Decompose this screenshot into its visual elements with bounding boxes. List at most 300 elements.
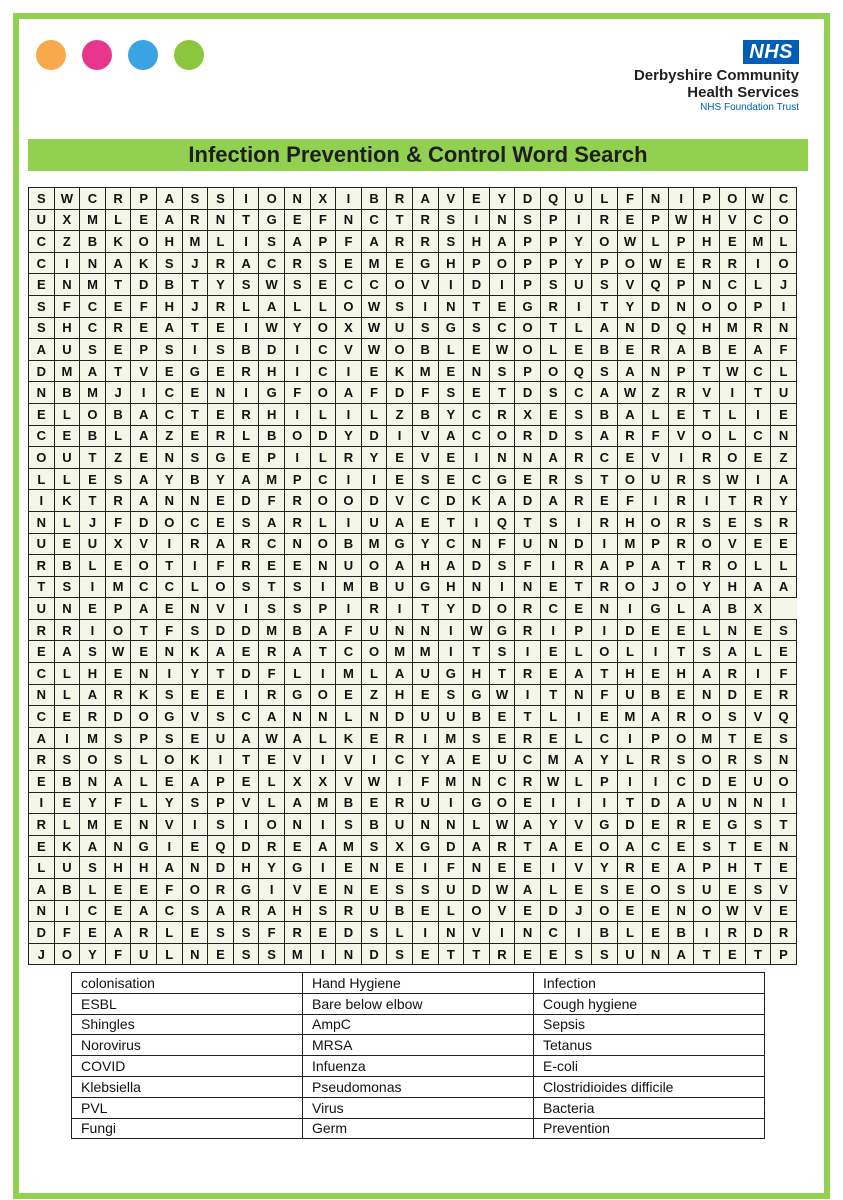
grid-cell[interactable]: E	[412, 943, 438, 965]
grid-cell[interactable]: R	[771, 511, 797, 533]
grid-cell[interactable]: L	[745, 641, 771, 663]
grid-cell[interactable]: I	[720, 382, 746, 404]
grid-cell[interactable]: A	[438, 425, 464, 447]
grid-cell[interactable]: R	[336, 447, 362, 469]
grid-cell[interactable]: N	[566, 684, 592, 706]
grid-cell[interactable]: E	[105, 814, 131, 836]
grid-cell[interactable]: S	[233, 576, 259, 598]
grid-cell[interactable]: A	[54, 641, 80, 663]
grid-cell[interactable]: A	[29, 339, 55, 361]
grid-cell[interactable]: P	[643, 533, 669, 555]
grid-cell[interactable]: A	[80, 684, 106, 706]
grid-cell[interactable]: O	[617, 468, 643, 490]
grid-cell[interactable]: B	[336, 792, 362, 814]
grid-cell[interactable]: C	[156, 403, 182, 425]
grid-cell[interactable]: R	[233, 533, 259, 555]
grid-cell[interactable]: S	[182, 188, 208, 210]
grid-cell[interactable]: C	[489, 317, 515, 339]
grid-cell[interactable]: N	[540, 533, 566, 555]
grid-cell[interactable]: P	[540, 231, 566, 253]
grid-cell[interactable]: V	[438, 188, 464, 210]
grid-cell[interactable]: E	[284, 555, 310, 577]
grid-cell[interactable]: L	[310, 403, 336, 425]
grid-cell[interactable]: D	[233, 619, 259, 641]
grid-cell[interactable]: T	[233, 749, 259, 771]
grid-cell[interactable]: S	[208, 922, 234, 944]
grid-cell[interactable]: M	[284, 943, 310, 965]
grid-cell[interactable]: N	[464, 533, 490, 555]
grid-cell[interactable]: R	[668, 382, 694, 404]
grid-cell[interactable]: E	[29, 403, 55, 425]
grid-cell[interactable]: I	[310, 857, 336, 879]
grid-cell[interactable]: I	[438, 792, 464, 814]
grid-cell[interactable]: M	[80, 814, 106, 836]
grid-cell[interactable]: N	[361, 857, 387, 879]
grid-cell[interactable]: S	[208, 188, 234, 210]
grid-cell[interactable]: Y	[592, 857, 618, 879]
grid-cell[interactable]: O	[208, 576, 234, 598]
grid-cell[interactable]: A	[208, 900, 234, 922]
grid-cell[interactable]: O	[80, 403, 106, 425]
grid-cell[interactable]: W	[464, 619, 490, 641]
grid-cell[interactable]: S	[694, 511, 720, 533]
grid-cell[interactable]: R	[515, 619, 541, 641]
grid-cell[interactable]: L	[617, 922, 643, 944]
grid-cell[interactable]: T	[208, 663, 234, 685]
grid-cell[interactable]: S	[29, 295, 55, 317]
grid-cell[interactable]: O	[592, 641, 618, 663]
grid-cell[interactable]: E	[208, 943, 234, 965]
grid-cell[interactable]: N	[156, 447, 182, 469]
grid-cell[interactable]: T	[694, 360, 720, 382]
grid-cell[interactable]: A	[745, 339, 771, 361]
grid-cell[interactable]: M	[412, 641, 438, 663]
grid-cell[interactable]: F	[336, 231, 362, 253]
grid-cell[interactable]: C	[745, 209, 771, 231]
grid-cell[interactable]: N	[464, 576, 490, 598]
grid-cell[interactable]: Z	[361, 684, 387, 706]
grid-cell[interactable]: A	[668, 857, 694, 879]
grid-cell[interactable]: I	[489, 576, 515, 598]
grid-cell[interactable]: C	[464, 425, 490, 447]
grid-cell[interactable]: N	[182, 598, 208, 620]
grid-cell[interactable]: G	[156, 706, 182, 728]
grid-cell[interactable]: C	[80, 188, 106, 210]
grid-cell[interactable]: T	[771, 814, 797, 836]
grid-cell[interactable]: P	[771, 943, 797, 965]
grid-cell[interactable]: H	[720, 857, 746, 879]
grid-cell[interactable]: L	[361, 663, 387, 685]
grid-cell[interactable]: E	[592, 706, 618, 728]
grid-cell[interactable]: E	[438, 468, 464, 490]
grid-cell[interactable]: R	[284, 922, 310, 944]
grid-cell[interactable]: S	[208, 814, 234, 836]
grid-cell[interactable]: I	[29, 792, 55, 814]
grid-cell[interactable]: D	[540, 900, 566, 922]
grid-cell[interactable]: I	[412, 857, 438, 879]
grid-cell[interactable]: E	[284, 209, 310, 231]
grid-cell[interactable]: E	[131, 209, 157, 231]
grid-cell[interactable]: F	[336, 619, 362, 641]
grid-cell[interactable]: I	[540, 792, 566, 814]
grid-cell[interactable]: Y	[336, 425, 362, 447]
grid-cell[interactable]: L	[694, 619, 720, 641]
grid-cell[interactable]: R	[259, 835, 285, 857]
grid-cell[interactable]: A	[259, 511, 285, 533]
grid-cell[interactable]: E	[745, 619, 771, 641]
grid-cell[interactable]: R	[592, 209, 618, 231]
grid-cell[interactable]: R	[489, 835, 515, 857]
grid-cell[interactable]: E	[566, 339, 592, 361]
grid-cell[interactable]: Y	[438, 403, 464, 425]
grid-cell[interactable]: I	[29, 490, 55, 512]
grid-cell[interactable]: O	[29, 447, 55, 469]
grid-cell[interactable]: S	[592, 943, 618, 965]
grid-cell[interactable]: S	[259, 598, 285, 620]
grid-cell[interactable]: F	[156, 879, 182, 901]
grid-cell[interactable]: V	[566, 814, 592, 836]
grid-cell[interactable]: P	[668, 274, 694, 296]
grid-cell[interactable]: I	[156, 663, 182, 685]
grid-cell[interactable]: O	[643, 511, 669, 533]
grid-cell[interactable]: R	[284, 490, 310, 512]
grid-cell[interactable]: D	[643, 295, 669, 317]
grid-cell[interactable]: I	[592, 533, 618, 555]
grid-cell[interactable]: A	[259, 900, 285, 922]
grid-cell[interactable]: E	[310, 879, 336, 901]
grid-cell[interactable]: A	[156, 188, 182, 210]
grid-cell[interactable]: A	[29, 727, 55, 749]
grid-cell[interactable]: Y	[771, 490, 797, 512]
grid-cell[interactable]: Q	[643, 274, 669, 296]
grid-cell[interactable]: L	[745, 555, 771, 577]
grid-cell[interactable]: U	[131, 943, 157, 965]
grid-cell[interactable]: G	[259, 382, 285, 404]
grid-cell[interactable]: I	[54, 900, 80, 922]
grid-cell[interactable]: S	[694, 641, 720, 663]
grid-cell[interactable]: A	[233, 727, 259, 749]
grid-cell[interactable]: I	[233, 814, 259, 836]
grid-cell[interactable]: L	[284, 295, 310, 317]
grid-cell[interactable]: S	[515, 209, 541, 231]
grid-cell[interactable]: U	[387, 317, 413, 339]
grid-cell[interactable]: W	[720, 900, 746, 922]
grid-cell[interactable]: E	[540, 943, 566, 965]
grid-cell[interactable]: O	[720, 295, 746, 317]
grid-cell[interactable]: E	[208, 317, 234, 339]
grid-cell[interactable]: A	[131, 490, 157, 512]
grid-cell[interactable]: M	[80, 727, 106, 749]
grid-cell[interactable]: S	[694, 835, 720, 857]
grid-cell[interactable]: I	[515, 641, 541, 663]
grid-cell[interactable]: C	[745, 360, 771, 382]
grid-cell[interactable]: N	[464, 360, 490, 382]
grid-cell[interactable]: B	[284, 619, 310, 641]
grid-cell[interactable]: B	[592, 339, 618, 361]
grid-cell[interactable]: U	[54, 339, 80, 361]
grid-cell[interactable]: L	[771, 555, 797, 577]
grid-cell[interactable]: K	[54, 490, 80, 512]
grid-cell[interactable]: W	[259, 727, 285, 749]
grid-cell[interactable]: M	[361, 252, 387, 274]
grid-cell[interactable]: A	[233, 468, 259, 490]
grid-cell[interactable]: E	[720, 943, 746, 965]
grid-cell[interactable]: B	[643, 684, 669, 706]
grid-cell[interactable]: S	[259, 943, 285, 965]
grid-cell[interactable]: M	[438, 771, 464, 793]
grid-cell[interactable]: L	[54, 684, 80, 706]
grid-cell[interactable]: H	[156, 295, 182, 317]
grid-cell[interactable]: O	[259, 814, 285, 836]
grid-cell[interactable]: U	[489, 749, 515, 771]
grid-cell[interactable]: O	[643, 879, 669, 901]
grid-cell[interactable]: U	[361, 619, 387, 641]
grid-cell[interactable]: E	[668, 619, 694, 641]
grid-cell[interactable]: H	[694, 317, 720, 339]
grid-cell[interactable]: E	[105, 663, 131, 685]
grid-cell[interactable]: O	[771, 771, 797, 793]
grid-cell[interactable]: N	[156, 641, 182, 663]
grid-cell[interactable]: U	[412, 792, 438, 814]
grid-cell[interactable]: U	[208, 727, 234, 749]
grid-cell[interactable]: A	[489, 231, 515, 253]
grid-cell[interactable]: G	[412, 835, 438, 857]
grid-cell[interactable]: A	[29, 879, 55, 901]
grid-cell[interactable]: R	[668, 533, 694, 555]
grid-cell[interactable]: L	[540, 339, 566, 361]
grid-cell[interactable]: C	[29, 231, 55, 253]
grid-cell[interactable]: C	[80, 295, 106, 317]
grid-cell[interactable]: N	[438, 814, 464, 836]
grid-cell[interactable]: R	[105, 188, 131, 210]
grid-cell[interactable]: A	[80, 360, 106, 382]
grid-cell[interactable]: E	[284, 835, 310, 857]
grid-cell[interactable]: I	[387, 425, 413, 447]
grid-cell[interactable]: H	[464, 663, 490, 685]
grid-cell[interactable]: J	[182, 252, 208, 274]
grid-cell[interactable]: I	[438, 619, 464, 641]
grid-cell[interactable]: N	[336, 879, 362, 901]
grid-cell[interactable]: A	[540, 835, 566, 857]
grid-cell[interactable]: F	[592, 684, 618, 706]
grid-cell[interactable]: T	[464, 295, 490, 317]
grid-cell[interactable]: W	[259, 317, 285, 339]
grid-cell[interactable]: S	[387, 943, 413, 965]
grid-cell[interactable]: O	[310, 317, 336, 339]
grid-cell[interactable]: N	[720, 792, 746, 814]
grid-cell[interactable]: S	[182, 792, 208, 814]
grid-cell[interactable]: G	[284, 684, 310, 706]
grid-cell[interactable]: D	[29, 922, 55, 944]
grid-cell[interactable]: I	[259, 879, 285, 901]
grid-cell[interactable]: B	[592, 403, 618, 425]
grid-cell[interactable]: S	[233, 511, 259, 533]
grid-cell[interactable]: E	[643, 900, 669, 922]
grid-cell[interactable]: Q	[566, 360, 592, 382]
grid-cell[interactable]: D	[694, 771, 720, 793]
grid-cell[interactable]: R	[387, 727, 413, 749]
grid-cell[interactable]: D	[361, 425, 387, 447]
grid-cell[interactable]: I	[668, 188, 694, 210]
grid-cell[interactable]: E	[643, 663, 669, 685]
grid-cell[interactable]: E	[668, 403, 694, 425]
grid-cell[interactable]: W	[489, 684, 515, 706]
grid-cell[interactable]: A	[182, 771, 208, 793]
grid-cell[interactable]: R	[720, 252, 746, 274]
grid-cell[interactable]: P	[643, 209, 669, 231]
grid-cell[interactable]: D	[515, 490, 541, 512]
grid-cell[interactable]: A	[515, 879, 541, 901]
grid-cell[interactable]: I	[617, 598, 643, 620]
grid-cell[interactable]: P	[515, 274, 541, 296]
grid-cell[interactable]: N	[438, 922, 464, 944]
grid-cell[interactable]: O	[80, 749, 106, 771]
grid-cell[interactable]: L	[156, 922, 182, 944]
grid-cell[interactable]: O	[310, 533, 336, 555]
grid-cell[interactable]: L	[771, 231, 797, 253]
grid-cell[interactable]: V	[643, 447, 669, 469]
grid-cell[interactable]: S	[745, 749, 771, 771]
grid-cell[interactable]: J	[566, 900, 592, 922]
grid-cell[interactable]: P	[668, 360, 694, 382]
grid-cell[interactable]: I	[336, 468, 362, 490]
grid-cell[interactable]: O	[464, 900, 490, 922]
grid-cell[interactable]: B	[54, 382, 80, 404]
grid-cell[interactable]: A	[643, 706, 669, 728]
grid-cell[interactable]: N	[29, 684, 55, 706]
grid-cell[interactable]: N	[412, 619, 438, 641]
grid-cell[interactable]: L	[54, 511, 80, 533]
grid-cell[interactable]: T	[156, 555, 182, 577]
grid-cell[interactable]: P	[105, 598, 131, 620]
grid-cell[interactable]: U	[438, 706, 464, 728]
grid-cell[interactable]: O	[771, 252, 797, 274]
grid-cell[interactable]: D	[438, 490, 464, 512]
grid-cell[interactable]: X	[387, 835, 413, 857]
grid-cell[interactable]: M	[720, 317, 746, 339]
grid-cell[interactable]: N	[182, 857, 208, 879]
grid-cell[interactable]: Y	[156, 468, 182, 490]
grid-cell[interactable]: O	[720, 188, 746, 210]
grid-cell[interactable]: R	[284, 252, 310, 274]
grid-cell[interactable]: Q	[540, 188, 566, 210]
grid-cell[interactable]: P	[617, 555, 643, 577]
grid-cell[interactable]: C	[336, 641, 362, 663]
grid-cell[interactable]: G	[438, 317, 464, 339]
grid-cell[interactable]: I	[284, 447, 310, 469]
grid-cell[interactable]: T	[489, 663, 515, 685]
grid-cell[interactable]: A	[131, 403, 157, 425]
grid-cell[interactable]: L	[54, 403, 80, 425]
grid-cell[interactable]: A	[540, 490, 566, 512]
grid-cell[interactable]: A	[131, 900, 157, 922]
grid-cell[interactable]: I	[336, 403, 362, 425]
grid-cell[interactable]: N	[412, 814, 438, 836]
grid-cell[interactable]: Y	[438, 598, 464, 620]
grid-cell[interactable]: A	[387, 555, 413, 577]
grid-cell[interactable]: E	[489, 706, 515, 728]
grid-cell[interactable]: X	[105, 533, 131, 555]
grid-cell[interactable]: I	[233, 317, 259, 339]
grid-cell[interactable]: L	[566, 727, 592, 749]
grid-cell[interactable]: V	[284, 749, 310, 771]
grid-cell[interactable]: A	[284, 792, 310, 814]
grid-cell[interactable]: R	[515, 727, 541, 749]
grid-cell[interactable]: T	[80, 490, 106, 512]
grid-cell[interactable]: M	[361, 533, 387, 555]
grid-cell[interactable]: P	[131, 188, 157, 210]
grid-cell[interactable]: E	[617, 879, 643, 901]
grid-cell[interactable]: C	[310, 468, 336, 490]
grid-cell[interactable]: Y	[566, 252, 592, 274]
grid-cell[interactable]: B	[592, 922, 618, 944]
grid-cell[interactable]: U	[617, 684, 643, 706]
grid-cell[interactable]: W	[489, 814, 515, 836]
grid-cell[interactable]: T	[720, 727, 746, 749]
grid-cell[interactable]: R	[412, 209, 438, 231]
grid-cell[interactable]: R	[233, 900, 259, 922]
grid-cell[interactable]: Y	[412, 749, 438, 771]
grid-cell[interactable]: P	[131, 727, 157, 749]
grid-cell[interactable]: R	[540, 468, 566, 490]
grid-cell[interactable]: A	[156, 209, 182, 231]
grid-cell[interactable]: G	[412, 252, 438, 274]
grid-cell[interactable]: L	[566, 641, 592, 663]
grid-cell[interactable]: R	[515, 771, 541, 793]
grid-cell[interactable]: L	[54, 468, 80, 490]
grid-cell[interactable]: L	[29, 468, 55, 490]
grid-cell[interactable]: A	[156, 857, 182, 879]
grid-cell[interactable]: B	[694, 339, 720, 361]
grid-cell[interactable]: V	[284, 879, 310, 901]
grid-cell[interactable]: E	[668, 252, 694, 274]
grid-cell[interactable]: R	[105, 317, 131, 339]
grid-cell[interactable]: E	[617, 209, 643, 231]
grid-cell[interactable]: M	[617, 706, 643, 728]
grid-cell[interactable]: U	[387, 576, 413, 598]
grid-cell[interactable]: S	[80, 339, 106, 361]
grid-cell[interactable]: H	[233, 857, 259, 879]
grid-cell[interactable]: C	[361, 274, 387, 296]
grid-cell[interactable]: E	[208, 360, 234, 382]
grid-cell[interactable]: M	[105, 576, 131, 598]
grid-cell[interactable]: E	[387, 252, 413, 274]
grid-cell[interactable]: I	[745, 252, 771, 274]
grid-cell[interactable]: J	[29, 943, 55, 965]
grid-cell[interactable]: D	[208, 857, 234, 879]
grid-cell[interactable]: U	[80, 533, 106, 555]
grid-cell[interactable]: C	[592, 727, 618, 749]
grid-cell[interactable]: H	[80, 663, 106, 685]
grid-cell[interactable]: I	[233, 598, 259, 620]
grid-cell[interactable]: I	[131, 382, 157, 404]
grid-cell[interactable]: P	[515, 231, 541, 253]
grid-cell[interactable]: O	[515, 317, 541, 339]
grid-cell[interactable]: S	[745, 511, 771, 533]
grid-cell[interactable]: D	[131, 511, 157, 533]
grid-cell[interactable]: D	[566, 533, 592, 555]
grid-cell[interactable]: C	[156, 382, 182, 404]
grid-cell[interactable]: U	[566, 274, 592, 296]
grid-cell[interactable]: C	[29, 425, 55, 447]
grid-cell[interactable]: S	[361, 835, 387, 857]
grid-cell[interactable]: T	[668, 555, 694, 577]
grid-cell[interactable]: T	[566, 576, 592, 598]
grid-cell[interactable]: I	[592, 792, 618, 814]
grid-cell[interactable]: L	[438, 900, 464, 922]
grid-cell[interactable]: F	[310, 209, 336, 231]
grid-cell[interactable]: I	[284, 360, 310, 382]
